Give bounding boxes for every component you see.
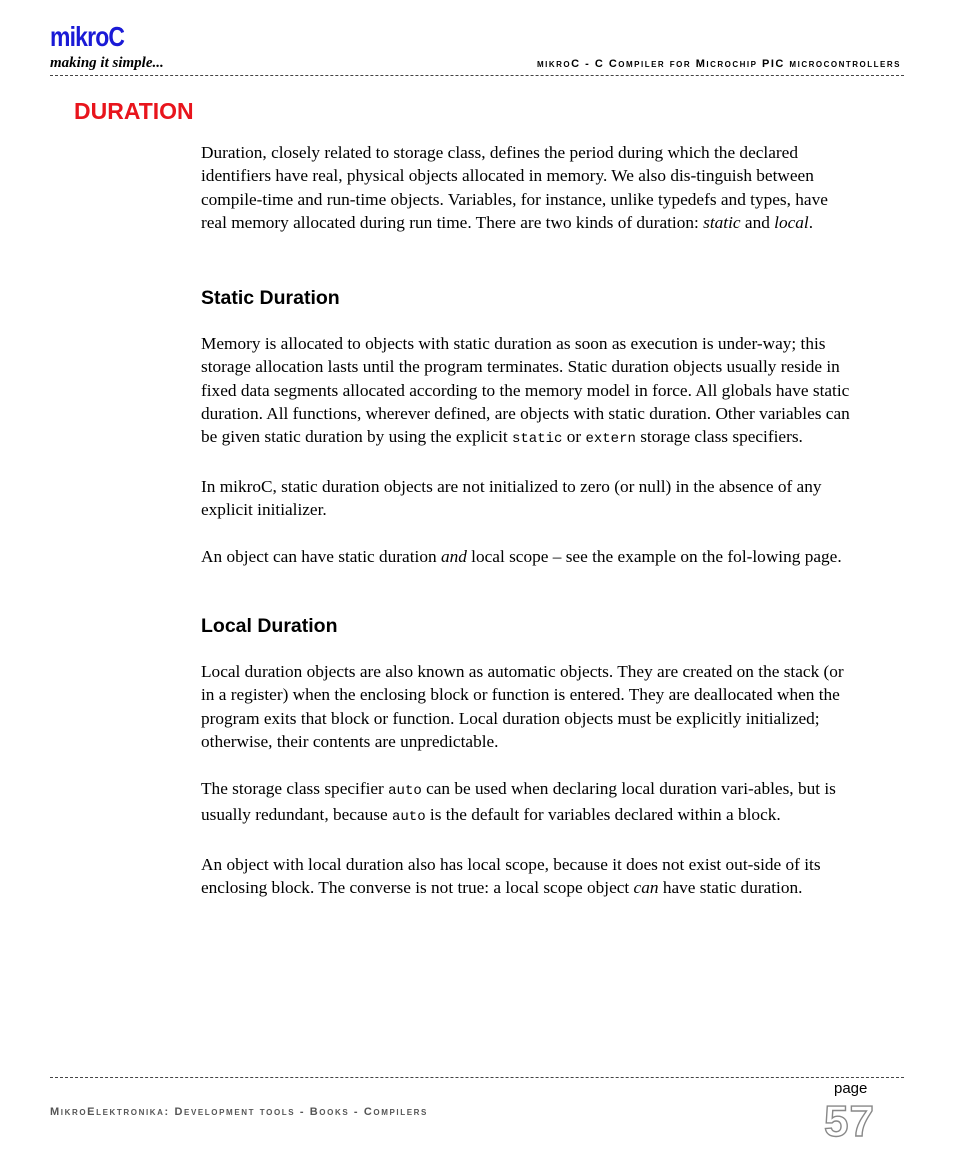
- intro-paragraph: Duration, closely related to storage class, defines the period during which the declared identifiers have real, physical objects allocated in memory. We also dis-tinguish between compile-time and run-time objects. Variables, for instance, unlike typedefs and types, have real memory allocated during run time. There are two kinds of duration: static and local.: [201, 143, 828, 232]
- header-title: mikroC - C Compiler for Microchip PIC microcontrollers: [536, 58, 901, 70]
- content: [201, 141, 857, 899]
- footer-text: MikroElektronika: Development tools - Books - Compilers: [50, 1106, 428, 1118]
- static-paragraph-3: An object can have static duration and local scope – see the example on the fol-lowing page.: [201, 546, 842, 566]
- local-duration-heading: Local Duration: [201, 615, 338, 638]
- local-paragraph-2: The storage class specifier auto can be used when declaring local duration vari-ables, but is usually redundant, because auto is the default for variables declared within a block.: [201, 778, 836, 825]
- tagline: making it simple...: [50, 55, 164, 71]
- static-paragraph-1: Memory is allocated to objects with static duration as soon as execution is under-way; this storage allocation lasts until the program terminates. Static duration objects usually reside in fixed data segments allocated according to the memory model in force. All globals have static duration. All functions, wherever defined, are objects with static duration. Other variables can be given static duration by using the explicit static or extern storage class specifiers.: [201, 334, 850, 448]
- static-paragraph-2: In mikroC, static duration objects are not initialized to zero (or null) in the absence of any explicit initializer.: [201, 476, 822, 520]
- footer-divider: [50, 1077, 904, 1078]
- page-label: page: [834, 1080, 868, 1097]
- static-duration-heading: Static Duration: [201, 287, 340, 310]
- logo: mikroC: [50, 21, 125, 52]
- local-paragraph-3: An object with local duration also has local scope, because it does not exist out-side of its enclosing block. The converse is not true: a local scope object can have static duration.: [201, 854, 821, 897]
- header-divider: [50, 75, 904, 76]
- local-paragraph-1: Local duration objects are also known as automatic objects. They are created on the stack (or in a register) when the enclosing block or function is entered. They are deallocated when the program exits that block or function. Local duration objects must be explicitly initialized; otherwise, their contents are unpredictable.: [201, 662, 844, 752]
- section-title: DURATION: [74, 98, 194, 124]
- page-number: 57: [824, 1097, 875, 1146]
